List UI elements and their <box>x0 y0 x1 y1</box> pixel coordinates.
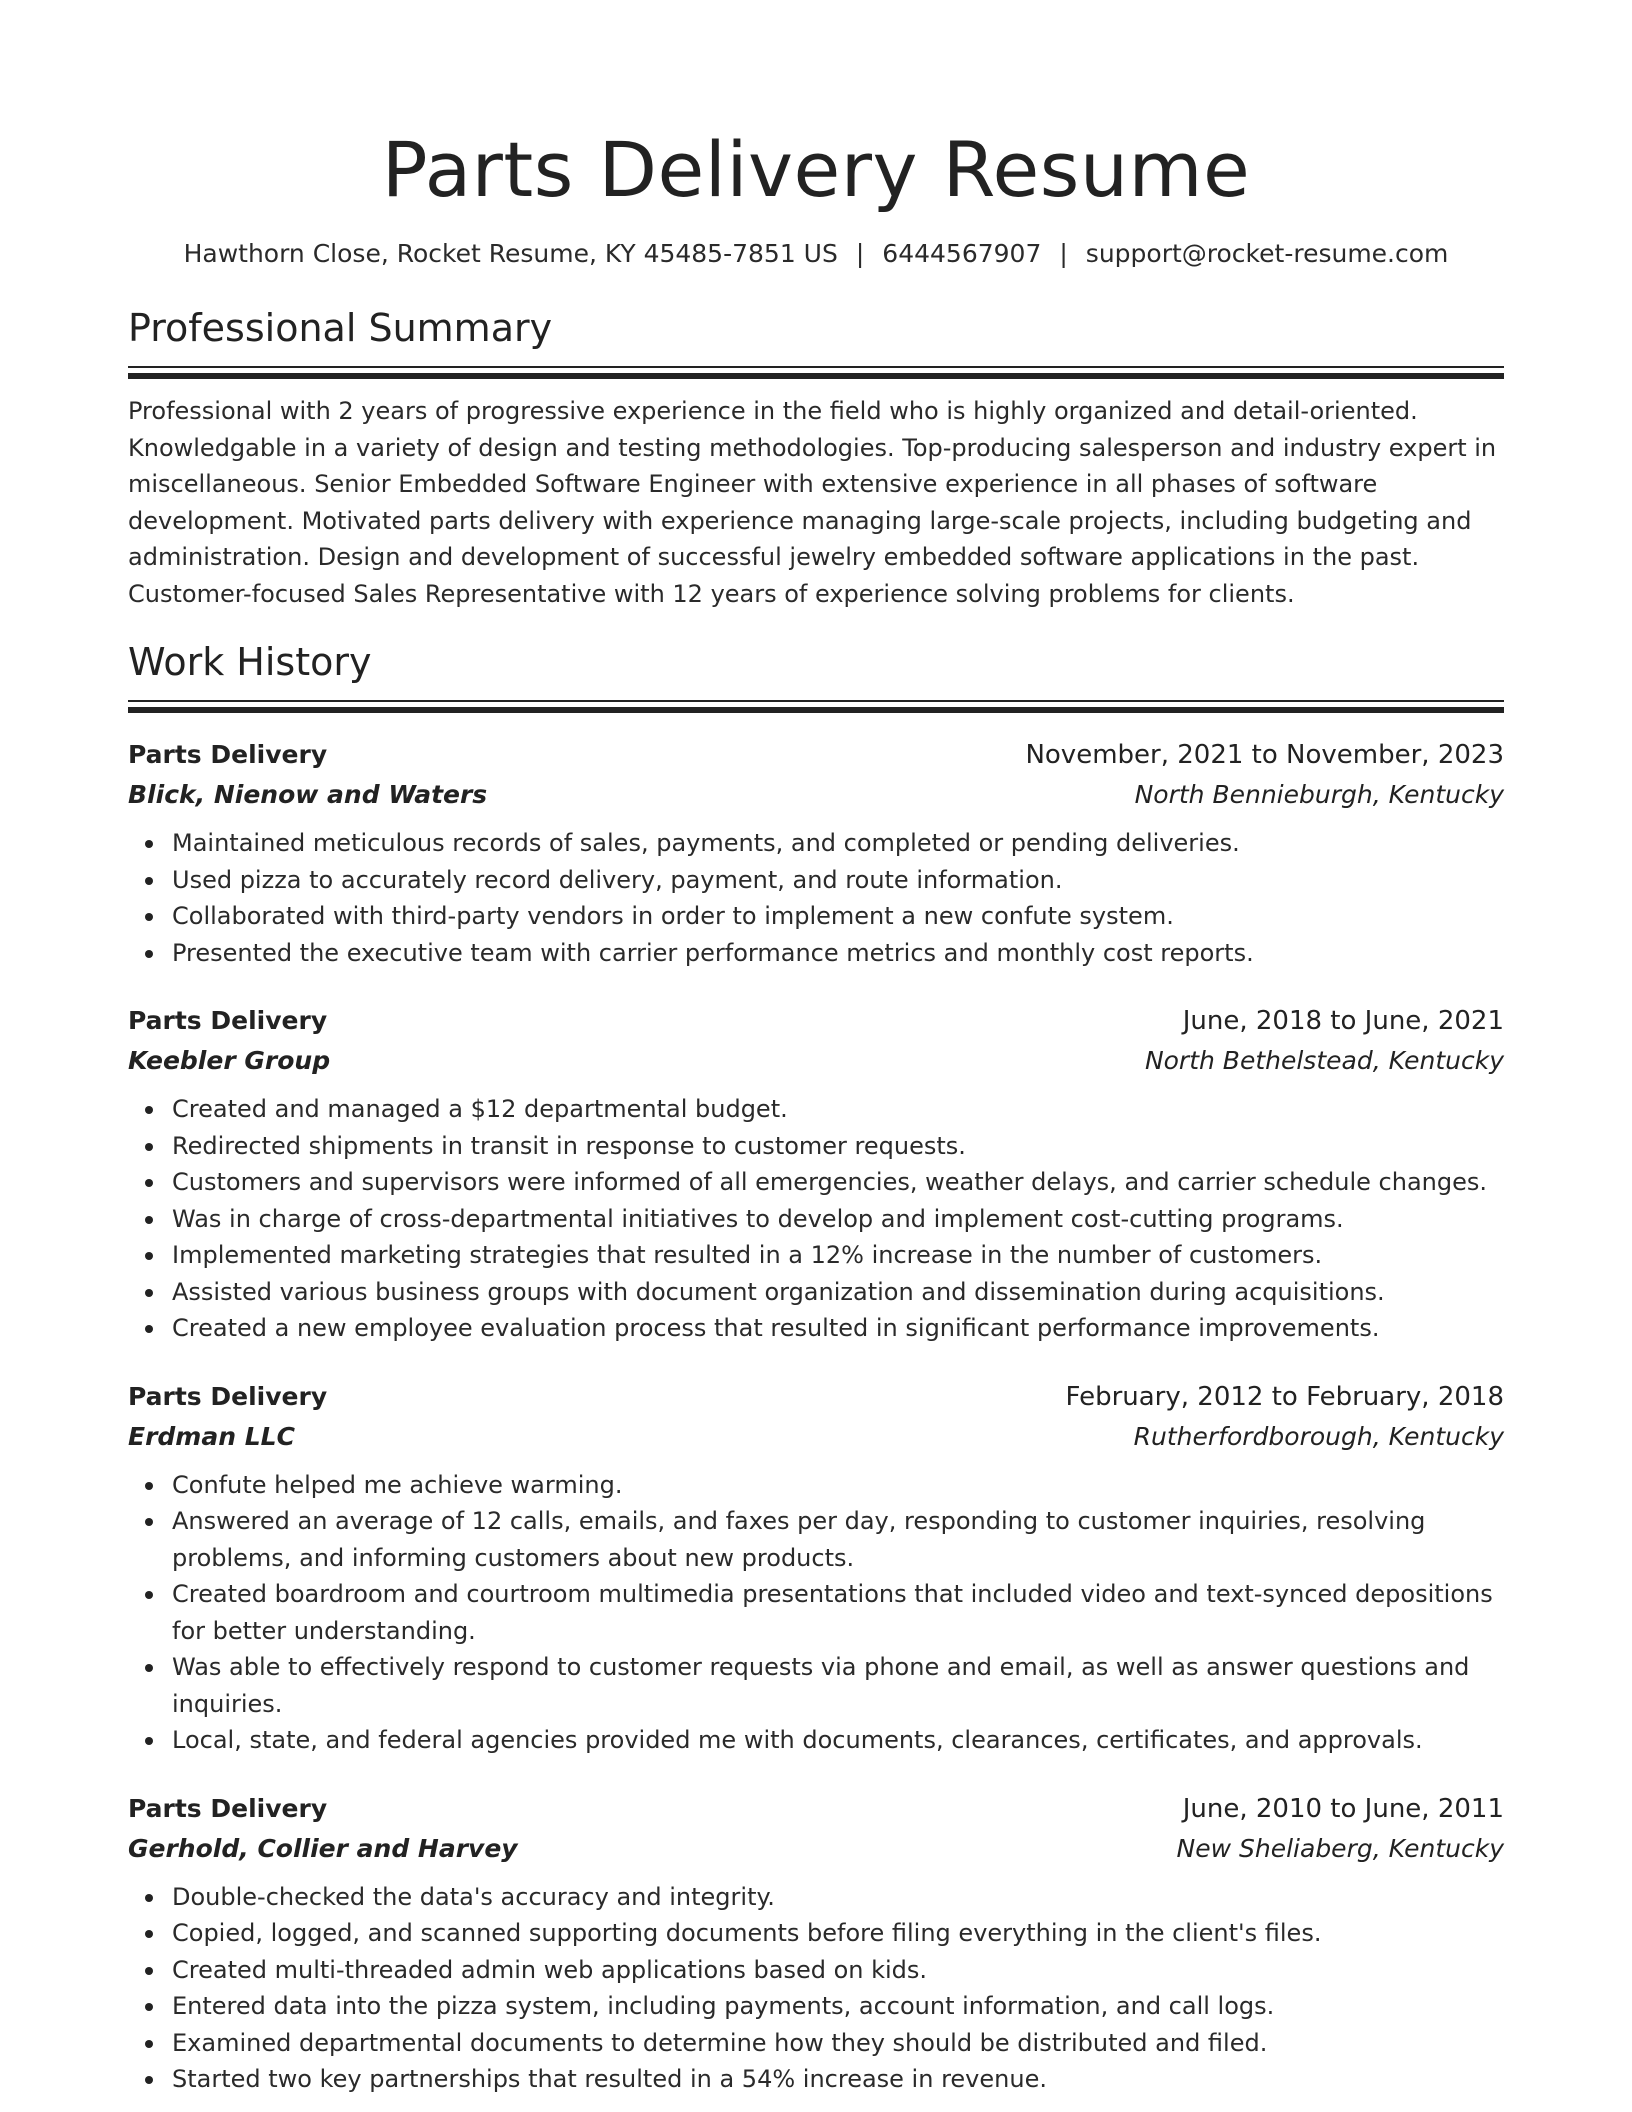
section-rule-thin <box>128 700 1504 702</box>
job-company: Blick, Nienow and Waters <box>128 780 488 809</box>
job-bullets <box>128 1467 1504 1759</box>
job-entry <box>128 735 1504 971</box>
job-company-row <box>128 1417 1504 1457</box>
job-company-row <box>128 775 1504 815</box>
job-bullets <box>128 1091 1504 1347</box>
section-rule-thin <box>128 366 1504 368</box>
job-header-row <box>128 735 1504 775</box>
work-history-section <box>128 638 1504 2098</box>
professional-summary-section <box>128 304 1504 612</box>
section-rule-thick <box>128 707 1504 713</box>
job-bullet: Was in charge of cross-departmental initiatives to develop and implement cost-cutting programs. <box>172 1201 1504 1238</box>
job-location: Rutherfordborough, Kentucky <box>1133 1421 1504 1451</box>
contact-address: Hawthorn Close, Rocket Resume, KY 45485-7851 US <box>183 239 838 268</box>
job-bullets <box>128 1879 1504 2098</box>
contact-email[interactable]: support@rocket-resume.com <box>1085 239 1449 268</box>
resume-title: Parts Delivery Resume <box>381 125 1251 214</box>
job-bullet: Double-checked the data's accuracy and integrity. <box>172 1879 1504 1916</box>
job-header-row <box>128 1377 1504 1417</box>
job-bullet: Started two key partnerships that resulted in a 54% increase in revenue. <box>172 2061 1504 2098</box>
resume-page <box>128 0 1504 2098</box>
contact-line <box>128 236 1504 272</box>
job-bullet: Redirected shipments in transit in response to customer requests. <box>172 1128 1504 1165</box>
job-company: Erdman LLC <box>128 1421 295 1451</box>
job-company-row <box>128 1041 1504 1081</box>
job-bullet: Answered an average of 12 calls, emails, and faxes per day, responding to customer inquiries, resolving problems, and informing customers about new products. <box>172 1503 1504 1576</box>
job-bullet: Entered data into the pizza system, including payments, account information, and call logs. <box>172 1988 1504 2025</box>
job-entry <box>128 1377 1504 1759</box>
job-bullet: Maintained meticulous records of sales, payments, and completed or pending deliveries. <box>172 825 1504 862</box>
job-entry <box>128 1001 1504 1347</box>
job-header-row <box>128 1789 1504 1829</box>
section-rule-thick <box>128 373 1504 379</box>
job-company: Keebler Group <box>128 1046 331 1075</box>
job-location: North Bethelstead, Kentucky <box>1144 1046 1504 1075</box>
job-bullet: Assisted various business groups with document organization and dissemination during acquisitions. <box>172 1274 1504 1311</box>
job-bullet: Created a new employee evaluation process that resulted in significant performance improvements. <box>172 1310 1504 1347</box>
job-bullet: Customers and supervisors were informed of all emergencies, weather delays, and carrier schedule changes. <box>172 1164 1504 1201</box>
job-bullet: Created boardroom and courtroom multimedia presentations that included video and text-synced depositions for better understanding. <box>172 1576 1504 1649</box>
summary-text: Professional with 2 years of progressive experience in the field who is highly organized and detail-oriented. Knowledgable in a variety of design and testing methodologies. Top-producing salesperson and industry expert in miscellaneous. Senior Embedded Software Engineer with extensive experience in all phases of software development. Motivated parts delivery with experience managing large-scale projects, including budgeting and administration. Design and development of successful jewelry embedded software applications in the past. Customer-focused Sales Representative with 12 years of experience solving problems for clients. <box>128 397 1497 608</box>
job-location: New Sheliaberg, Kentucky <box>1176 1833 1504 1863</box>
job-company: Gerhold, Collier and Harvey <box>128 1833 518 1863</box>
job-bullet: Created multi-threaded admin web applications based on kids. <box>172 1952 1504 1989</box>
job-title: Parts Delivery <box>128 740 328 769</box>
job-title: Parts Delivery <box>128 1006 328 1035</box>
job-bullet: Confute helped me achieve warming. <box>172 1467 1504 1504</box>
job-header-row <box>128 1001 1504 1041</box>
job-dates: February, 2012 to February, 2018 <box>1065 1381 1504 1412</box>
job-bullet: Examined departmental documents to determine how they should be distributed and filed. <box>172 2025 1504 2062</box>
job-dates: June, 2018 to June, 2021 <box>1182 1006 1504 1036</box>
job-bullet: Implemented marketing strategies that resulted in a 12% increase in the number of customers. <box>172 1237 1504 1274</box>
job-bullet: Presented the executive team with carrier performance metrics and monthly cost reports. <box>172 935 1504 972</box>
job-bullet: Local, state, and federal agencies provided me with documents, clearances, certificates, and approvals. <box>172 1722 1504 1759</box>
job-bullet: Collaborated with third-party vendors in order to implement a new confute system. <box>172 898 1504 935</box>
job-title: Parts Delivery <box>128 1381 328 1411</box>
contact-separator: | <box>855 239 865 268</box>
job-bullet: Created and managed a $12 departmental budget. <box>172 1091 1504 1128</box>
job-dates: June, 2010 to June, 2011 <box>1182 1793 1504 1824</box>
job-bullet: Copied, logged, and scanned supporting documents before filing everything in the client's files. <box>172 1915 1504 1952</box>
job-title: Parts Delivery <box>128 1793 328 1823</box>
contact-phone: 6444567907 <box>882 239 1042 268</box>
job-dates: November, 2021 to November, 2023 <box>1025 740 1504 770</box>
section-title-summary: Professional Summary <box>128 306 553 350</box>
job-bullet: Was able to effectively respond to customer requests via phone and email, as well as answer questions and inquiries. <box>172 1649 1504 1722</box>
section-title-work-history: Work History <box>128 640 372 684</box>
job-entry <box>128 1789 1504 2098</box>
job-bullets <box>128 825 1504 971</box>
job-location: North Bennieburgh, Kentucky <box>1134 780 1504 809</box>
contact-separator: | <box>1059 239 1068 268</box>
job-company-row <box>128 1829 1504 1869</box>
job-bullet: Used pizza to accurately record delivery, payment, and route information. <box>172 862 1504 899</box>
